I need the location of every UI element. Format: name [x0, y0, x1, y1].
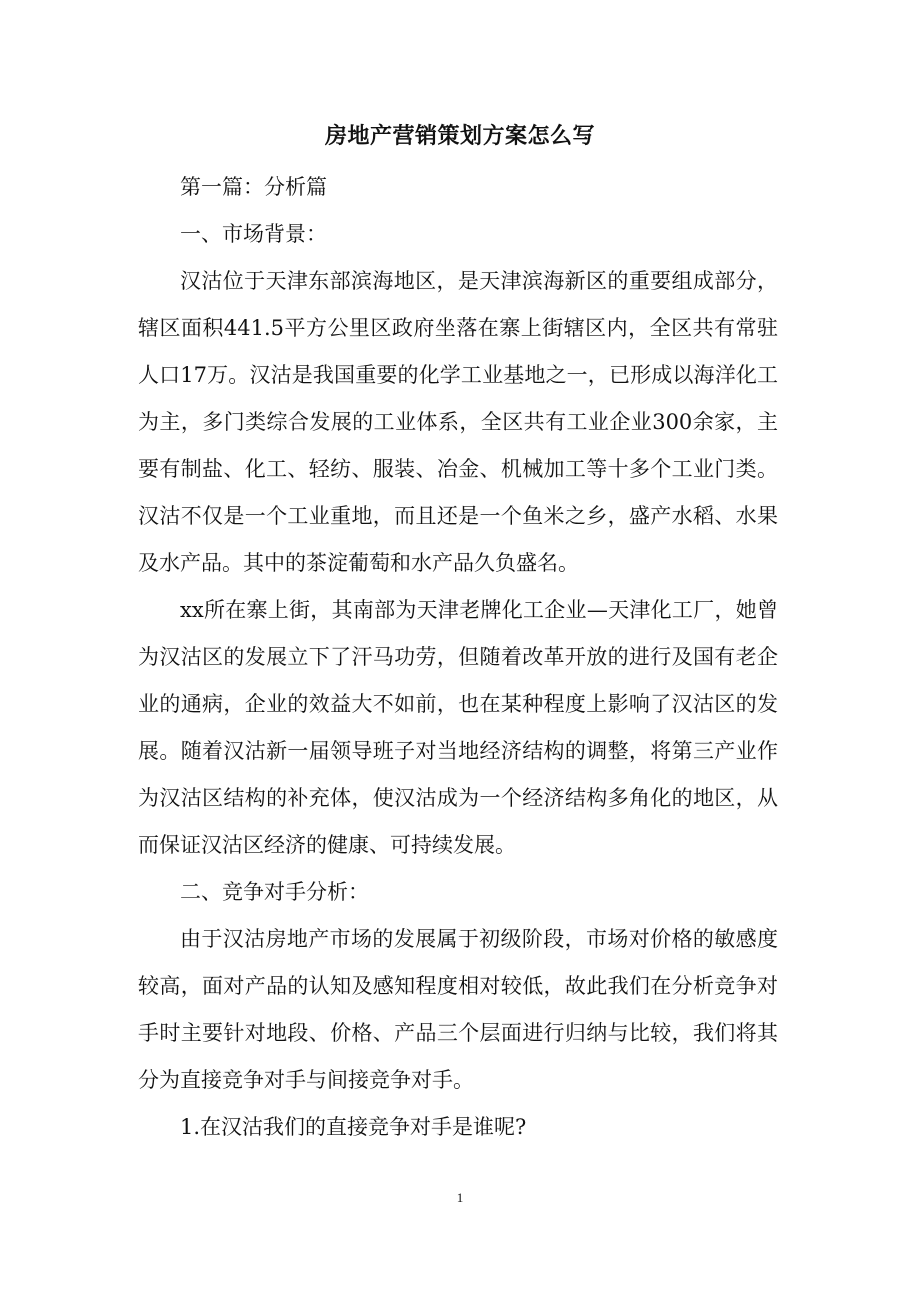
section-heading: 第一篇：分析篇: [180, 175, 327, 199]
subsection-heading: 二、竞争对手分析：: [180, 880, 369, 904]
list-item-heading: 1.在汉沽我们的直接竞争对手是谁呢?: [180, 1115, 527, 1139]
body-paragraph: xx所在寨上街，其南部为天津老牌化工企业—天津化工厂，她曾为汉沽区的发展立下了汗马功劳，但随着改革开放的进行及国有老企业的通病，企业的效益大不如前，也在某种程度上影响了汉沽区的发展。随着汉沽新一届领导班子对当地经济结构的调整，将第三产业作为汉沽区结构的补充体，使汉沽成为一个经济结构多角化的地区，从而保证汉沽区经济的健康、可持续发展。: [138, 598, 778, 857]
body-paragraph: 由于汉沽房地产市场的发展属于初级阶段，市场对价格的敏感度较高，面对产品的认知及感知程度相对较低，故此我们在分析竞争对手时主要针对地段、价格、产品三个层面进行归纳与比较，我们将其分为直接竞争对手与间接竞争对手。: [138, 927, 778, 1092]
page-number: 1: [456, 1190, 464, 1205]
subsection-heading: 一、市场背景：: [180, 222, 327, 246]
document-body: [138, 164, 778, 1151]
document-title: 房地产营销策划方案怎么写: [324, 123, 595, 149]
body-paragraph: 汉沽位于天津东部滨海地区，是天津滨海新区的重要组成部分，辖区面积441.5平方公里区政府坐落在寨上街辖区内，全区共有常驻人口17万。汉沽是我国重要的化学工业基地之一，已形成以海洋化工为主，多门类综合发展的工业体系，全区共有工业企业300余家，主要有制盐、化工、轻纺、服装、冶金、机械加工等十多个工业门类。汉沽不仅是一个工业重地，而且还是一个鱼米之乡，盛产水稻、水果及水产品。其中的茶淀葡萄和水产品久负盛名。: [138, 269, 778, 575]
